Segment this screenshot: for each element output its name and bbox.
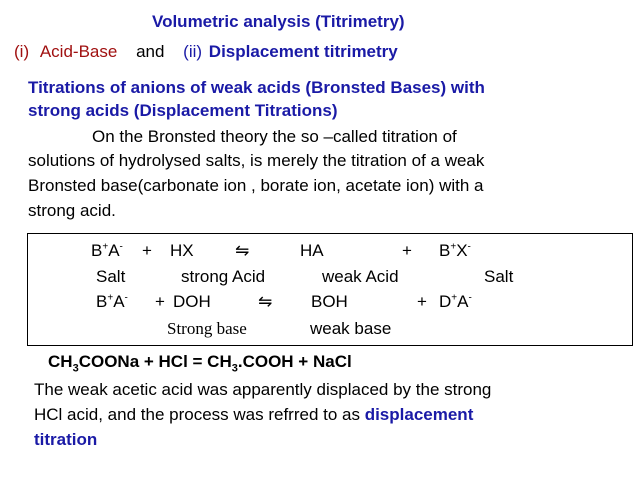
equation-box [27, 233, 633, 346]
subtitle-i-text: Acid-Base [39, 42, 118, 61]
paragraph-line-4: strong acid. [28, 201, 116, 220]
conclusion-line-1: The weak acetic acid was apparently displaced by the strong [34, 380, 492, 399]
eq1-label-weak-acid: weak Acid [322, 267, 399, 286]
eq2-plus-2: + [417, 292, 427, 311]
eq2-product-salt: D+A- [439, 292, 472, 311]
eq2-boh: BOH [311, 292, 348, 311]
eq1-label-salt-1: Salt [96, 267, 126, 286]
eq2-equilibrium-arrow: ⇋ [258, 292, 273, 311]
eq2-doh: DOH [173, 292, 211, 311]
paragraph-line-3: Bronsted base(carbonate ion , borate ion, acetate ion) with a [28, 176, 484, 195]
subtitle-ii-marker: (ii) [183, 42, 203, 61]
displacement-keyword: displacement [364, 405, 474, 424]
eq1-equilibrium-arrow: ⇋ [235, 241, 250, 260]
eq1-ha: HA [300, 241, 324, 260]
eq2-label-weak-base: weak base [310, 319, 392, 338]
paragraph-line-1: On the Bronsted theory the so –called titration of [92, 127, 457, 146]
subtitle-i-marker: (i) [14, 42, 30, 61]
subtitle-and: and [136, 42, 165, 61]
eq1-hx: HX [170, 241, 194, 260]
eq1-label-salt-2: Salt [484, 267, 514, 286]
subtitle-ii-text: Displacement titrimetry [208, 42, 398, 61]
eq1-plus-2: + [402, 241, 412, 260]
slide-title: Volumetric analysis (Titrimetry) [152, 12, 405, 31]
conclusion-line-2: HCl acid, and the process was refrred to as displacement [34, 405, 474, 424]
eq1-product-salt: B+X- [439, 241, 471, 260]
heading-line-1: Titrations of anions of weak acids (Bronsted Bases) with [28, 78, 485, 97]
eq1-reactant-salt: B+A- [91, 241, 123, 260]
heading-line-2: strong acids (Displacement Titrations) [28, 101, 338, 120]
eq2-reactant-salt: B+A- [96, 292, 128, 311]
eq2-plus-1: + [155, 292, 165, 311]
paragraph-line-2: solutions of hydrolysed salts, is merely the titration of a weak [28, 151, 485, 170]
acetate-reaction: $CH_3COONa$ + HCl = $CH_3.COOH$ + NaCl [48, 352, 352, 375]
slide-subtitle [14, 42, 398, 62]
eq1-plus-1: + [142, 241, 152, 260]
conclusion-line-3: titration [34, 430, 98, 449]
eq2-label-strong-base: Strong base [167, 319, 247, 338]
eq1-label-strong-acid: strong Acid [181, 267, 266, 286]
